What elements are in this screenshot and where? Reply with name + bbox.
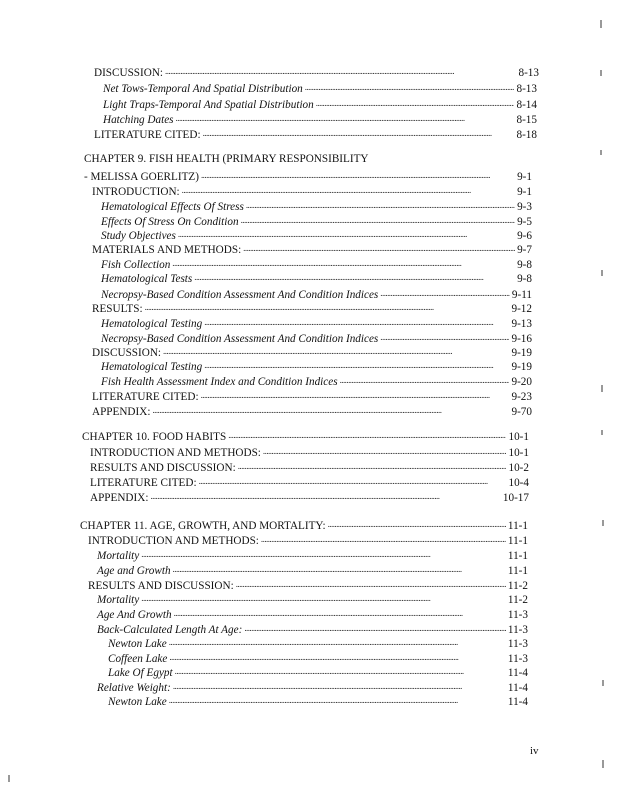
toc-entry-page: 8-15 [516,114,537,126]
toc-entry-label: - MELISSA GOERLITZ) [84,171,199,183]
toc-entry [97,621,528,636]
toc-entry-label: Newton Lake [108,696,167,708]
dot-leader [169,651,506,664]
toc-entry [90,444,529,459]
toc-entry [92,300,532,315]
toc-entry-page: 11-4 [507,667,528,679]
toc-entry-label: Hematological Testing [101,318,203,330]
toc-entry [97,679,528,694]
toc-entry-label: Effects Of Stress On Condition [101,216,239,228]
toc-entry-label: Age and Growth [97,565,171,577]
dot-leader [228,429,506,442]
toc-entry-label: DISCUSSION: [94,67,164,79]
toc-entry-label: Mortality [97,550,140,562]
dot-leader [169,694,506,707]
toc-entry [88,577,528,592]
toc-entry-label: LITERATURE CITED: [94,129,201,141]
toc-entry-label: INTRODUCTION: [92,186,180,198]
dot-leader [178,228,515,241]
toc-entry [103,80,537,95]
toc-entry-page: 11-3 [507,609,528,621]
dot-leader [246,199,515,212]
toc-entry-label: CHAPTER 11. AGE, GROWTH, AND MORTALITY: [80,520,326,532]
dot-leader [152,404,509,417]
toc-entry [108,664,528,679]
scan-speck [8,775,10,782]
dot-leader [176,112,515,125]
dot-leader [203,127,515,140]
scan-speck [601,430,603,435]
toc-entry [84,168,532,183]
dot-leader [172,257,515,270]
dot-leader [169,636,506,649]
toc-entry-page: 8-13 [516,83,537,95]
toc-entry-page: 10-1 [508,431,529,443]
toc-entry-page: 9-1 [517,171,532,183]
dot-leader [201,389,510,402]
toc-entry-page: 9-7 [517,244,532,256]
dot-leader [150,490,500,503]
toc-entry-page: 9-13 [511,318,532,330]
toc-entry-label: INTRODUCTION AND METHODS: [88,535,259,547]
dot-leader [316,97,515,110]
toc-entry [92,403,532,418]
toc-entry [90,459,529,474]
toc-entry-label: DISCUSSION: [92,347,162,359]
toc-entry [103,96,537,111]
toc-entry-label: RESULTS AND DISCUSSION: [88,580,234,592]
toc-entry-label: Age And Growth [97,609,172,621]
toc-entry-label: RESULTS AND DISCUSSION: [90,462,236,474]
toc-entry-label: Fish Collection [101,259,171,271]
toc-entry-page: 11-3 [507,653,528,665]
toc-entry [101,373,532,388]
toc-entry-page: 9-19 [511,361,532,373]
toc-entry [80,517,528,532]
toc-entry-label: Mortality [97,594,140,606]
scan-speck [600,150,602,155]
toc-entry-label: CHAPTER 10. FOOD HABITS [82,431,227,443]
toc-entry-label: INTRODUCTION AND METHODS: [90,447,261,459]
toc-entry-label: Net Tows-Temporal And Spatial Distribution [103,83,303,95]
dot-leader [244,622,506,635]
toc-entry-label: LITERATURE CITED: [90,477,197,489]
toc-entry-page: 11-1 [507,550,528,562]
toc-entry-page: 9-23 [511,391,532,403]
toc-entry-page: 9-70 [511,406,532,418]
toc-entry-page: 8-13 [518,67,539,79]
dot-leader [305,81,515,94]
toc-entry-label: RESULTS: [92,303,143,315]
dot-leader [380,331,509,344]
toc-entry [97,591,528,606]
toc-entry [97,547,528,562]
dot-leader [201,169,515,182]
toc-entry-label: Study Objectives [101,230,176,242]
dot-leader [163,345,509,358]
toc-entry-label: Hatching Dates [103,114,174,126]
toc-entry [101,358,532,373]
toc-entry [92,388,532,403]
toc-entry-label: Hematological Testing [101,361,203,373]
toc-entry [92,183,532,198]
toc-entry-page: 10-1 [508,447,529,459]
toc-entry [101,213,532,228]
scan-speck [600,20,602,28]
toc-entry-page: 11-1 [507,565,528,577]
toc-entry-page: 10-2 [508,462,529,474]
dot-leader [340,374,510,387]
toc-entry-page: 9-11 [511,289,532,301]
dot-leader [165,65,516,78]
toc-entry-label: APPENDIX: [92,406,151,418]
toc-entry-page: 8-18 [516,129,537,141]
toc-entry-page: 9-1 [517,186,532,198]
toc-entry [101,286,532,301]
toc-entry [97,562,528,577]
toc-entry-label: APPENDIX: [90,492,149,504]
toc-entry-label: Fish Health Assessment Index and Condition Indices [101,376,338,388]
dot-leader [145,301,510,314]
toc-entry-label: Light Traps-Temporal And Spatial Distribution [103,99,314,111]
toc-entry-label: LITERATURE CITED: [92,391,199,403]
toc-entry-page: 11-1 [507,520,528,532]
toc-entry-page: 9-8 [517,259,532,271]
toc-entry-page: 11-3 [507,638,528,650]
toc-entry [88,532,528,547]
dot-leader [141,592,506,605]
toc-entry-page: 9-6 [517,230,532,242]
dot-leader [243,242,515,255]
toc-entry-label: Relative Weight: [97,682,171,694]
toc-entry-label: MATERIALS AND METHODS: [92,244,242,256]
dot-leader [261,533,506,546]
chapter-heading: CHAPTER 9. FISH HEALTH (PRIMARY RESPONSIBILITY [84,153,369,165]
toc-entry-label: Coffeen Lake [108,653,168,665]
toc-entry-label: Hematological Effects Of Stress [101,201,244,213]
toc-entry-page: 11-4 [507,682,528,694]
dot-leader [199,475,507,488]
dot-leader [204,316,509,329]
toc-entry-label: Newton Lake [108,638,167,650]
toc-entry [82,428,529,443]
scan-speck [602,760,604,768]
dot-leader [263,445,507,458]
toc-entry-page: 9-8 [517,273,532,285]
toc-entry [103,111,537,126]
dot-leader [173,680,506,693]
toc-entry-page: 9-19 [511,347,532,359]
toc-entry-page: 9-5 [517,216,532,228]
toc-entry [101,198,532,213]
toc-entry-page: 9-16 [511,333,532,345]
dot-leader [194,271,515,284]
scan-speck [601,385,603,392]
toc-entry-page: 11-4 [507,696,528,708]
toc-entry [101,256,532,271]
toc-entry [108,693,528,708]
toc-entry-page: 10-4 [508,477,529,489]
toc-entry [108,635,528,650]
scan-speck [601,270,603,276]
toc-entry-page: 10-17 [502,492,529,504]
toc-entry [92,344,532,359]
toc-entry-label: Back-Calculated Length At Age: [97,624,243,636]
toc-entry-page: 9-12 [511,303,532,315]
dot-leader [238,460,507,473]
toc-entry [92,241,532,256]
scan-speck [602,680,604,686]
toc-entry [90,489,529,504]
toc-entry-page: 11-2 [507,580,528,592]
toc-entry [101,315,532,330]
toc-entry-page: 9-3 [517,201,532,213]
toc-entry [94,64,539,79]
toc-entry [97,606,528,621]
scan-speck [600,70,602,76]
dot-leader [174,607,506,620]
toc-entry-page: 11-1 [507,535,528,547]
toc-entry-page: 8-14 [516,99,537,111]
toc-entry [94,126,537,141]
dot-leader [173,563,506,576]
toc-entry-label: Hematological Tests [101,273,193,285]
dot-leader [141,548,506,561]
page-number: iv [530,745,539,757]
toc-entry-label: Necropsy-Based Condition Assessment And Condition Indices [101,289,379,301]
toc-entry-page: 11-2 [507,594,528,606]
dot-leader [182,184,515,197]
dot-leader [236,578,506,591]
toc-entry [101,330,532,345]
dot-leader [204,359,509,372]
toc-entry [101,270,532,285]
dot-leader [328,518,506,531]
dot-leader [241,214,516,227]
toc-entry [90,474,529,489]
toc-entry [101,227,532,242]
dot-leader [175,665,506,678]
dot-leader [380,287,510,300]
toc-entry-label: Lake Of Egypt [108,667,173,679]
toc-entry-page: 9-20 [511,376,532,388]
toc-entry [108,650,528,665]
toc-entry-label: Necropsy-Based Condition Assessment And Condition Indices [101,333,379,345]
toc-entry-page: 11-3 [507,624,528,636]
scan-speck [602,520,604,526]
